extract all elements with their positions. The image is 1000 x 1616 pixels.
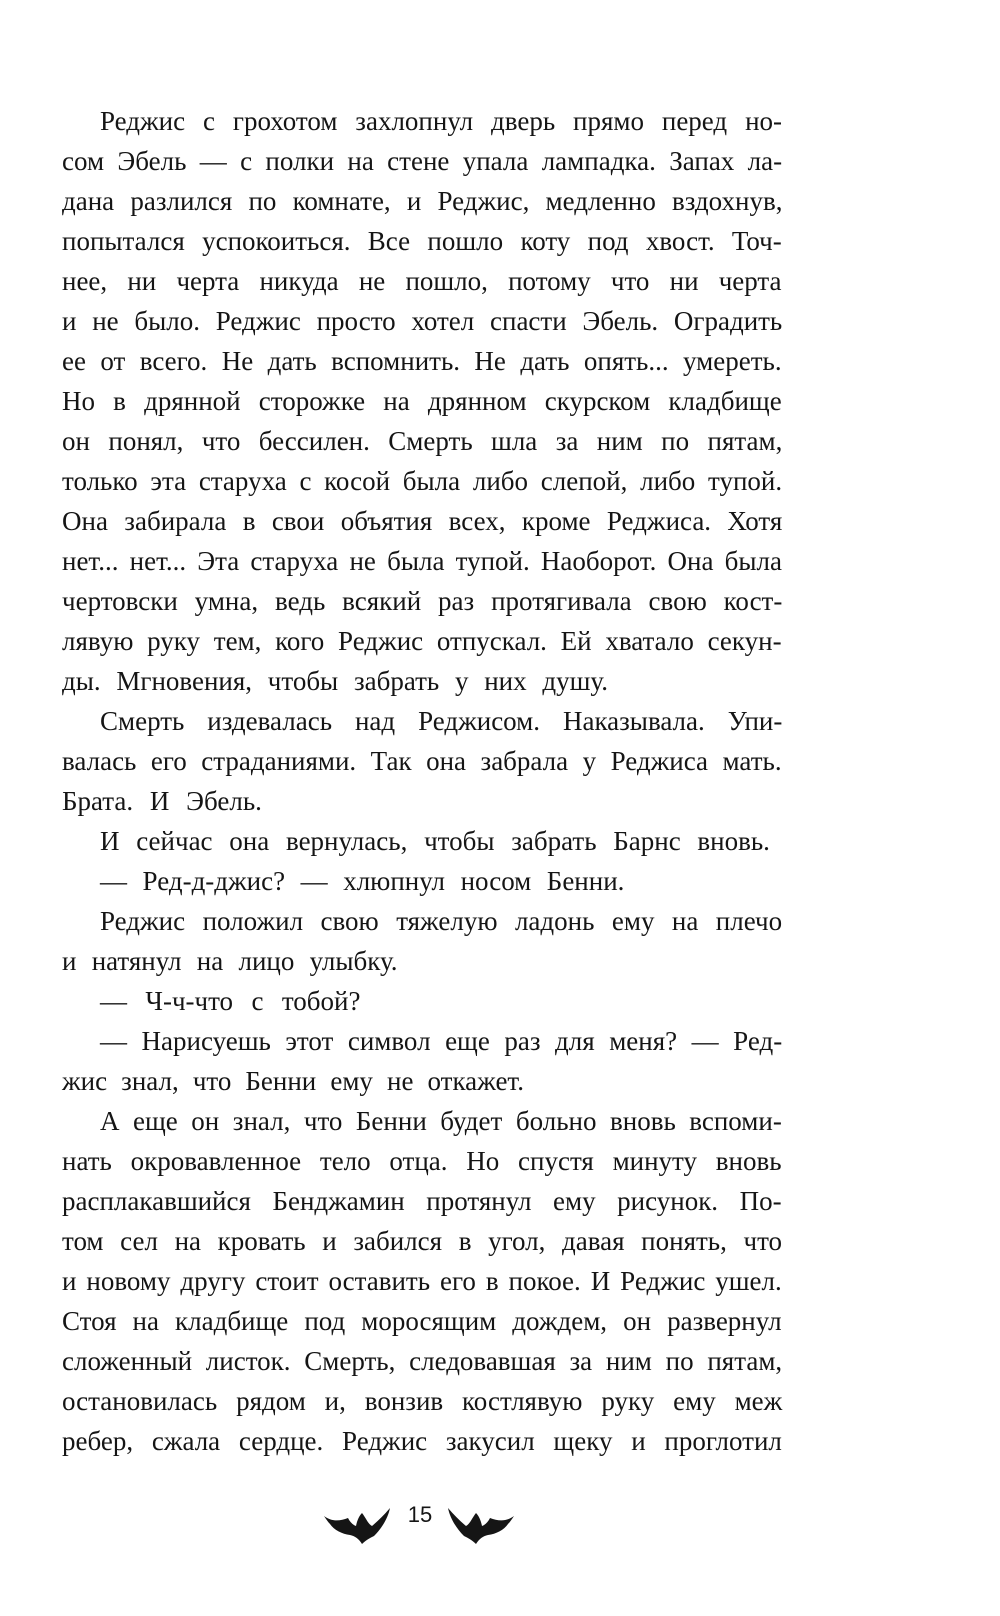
text-line: А еще он знал, что Бенни будет больно вновь вспоми- (100, 1106, 782, 1136)
bat-icon (446, 1506, 516, 1553)
text-line: Смерть издевалась над Реджисом. Наказывала. Упи- (100, 706, 783, 736)
text-line: — Ч-ч-что с тобой? (100, 986, 361, 1016)
text-line: Брата. И Эбель. (62, 786, 262, 816)
bat-icon (322, 1506, 392, 1553)
text-line: — Ред-д-джис? — хлюпнул носом Бенни. (100, 866, 625, 896)
text-line: расплакавшийся Бенджамин протянул ему рисунок. По- (62, 1186, 782, 1216)
text-line: валась его страданиями. Так она забрала у Реджиса мать. (62, 746, 782, 776)
text-line: Стоя на кладбище под моросящим дождем, он развернул (62, 1306, 782, 1336)
text-line: — Нарисуешь этот символ еще раз для меня? — Ред- (100, 1026, 783, 1056)
text-line: и не было. Реджис просто хотел спасти Эбель. Оградить (62, 306, 783, 336)
text-line: нее, ни черта никуда не пошло, потому что ни черта (62, 266, 782, 296)
text-line: ды. Мгновения, чтобы забрать у них душу. (62, 666, 608, 696)
text-line: ее от всего. Не дать вспомнить. Не дать опять... умереть. (62, 346, 782, 376)
text-line: нать окровавленное тело отца. Но спустя минуту вновь (62, 1146, 782, 1176)
text-line: и новому другу стоит оставить его в покое. И Реджис ушел. (62, 1266, 782, 1296)
text-line: Но в дрянной сторожке на дрянном скурском кладбище (62, 386, 782, 416)
page-number: 15 (407, 1502, 433, 1527)
text-line: попытался успокоиться. Все пошло коту под хвост. Точ- (62, 226, 782, 256)
text-line: Реджис с грохотом захлопнул дверь прямо перед но- (100, 106, 783, 136)
text-line: Реджис положил свою тяжелую ладонь ему на плечо (100, 906, 783, 936)
text-line: остановилась рядом и, вонзив костлявую руку ему меж (62, 1386, 783, 1416)
text-line: сложенный листок. Смерть, следовавшая за ним по пятам, (62, 1346, 783, 1376)
text-line: ребер, сжала сердце. Реджис закусил щеку и проглотил (62, 1426, 782, 1456)
text-line: том сел на кровать и забился в угол, давая понять, что (62, 1226, 783, 1256)
text-line: только эта старуха с косой была либо слепой, либо тупой. (62, 466, 783, 496)
text-line: лявую руку тем, кого Реджис отпускал. Ей хватало секун- (62, 626, 782, 656)
text-line: жис знал, что Бенни ему не откажет. (62, 1066, 524, 1096)
text-line: он понял, что бессилен. Смерть шла за ним по пятам, (62, 426, 783, 456)
page-footer (0, 1488, 1000, 1568)
text-line: нет... нет... Эта старуха не была тупой. Наоборот. Она была (62, 546, 782, 576)
text-line: Она забирала в свои объятия всех, кроме Реджиса. Хотя (62, 506, 783, 536)
text-line: дана разлился по комнате, и Реджис, медленно вздохнув, (62, 186, 783, 216)
text-line: чертовски умна, ведь всякий раз протягивала свою кост- (62, 586, 783, 616)
text-line: И сейчас она вернулась, чтобы забрать Барнс вновь. (100, 826, 770, 856)
text-line: и натянул на лицо улыбку. (62, 946, 398, 976)
text-line: сом Эбель — с полки на стене упала лампадка. Запах ла- (62, 146, 783, 176)
